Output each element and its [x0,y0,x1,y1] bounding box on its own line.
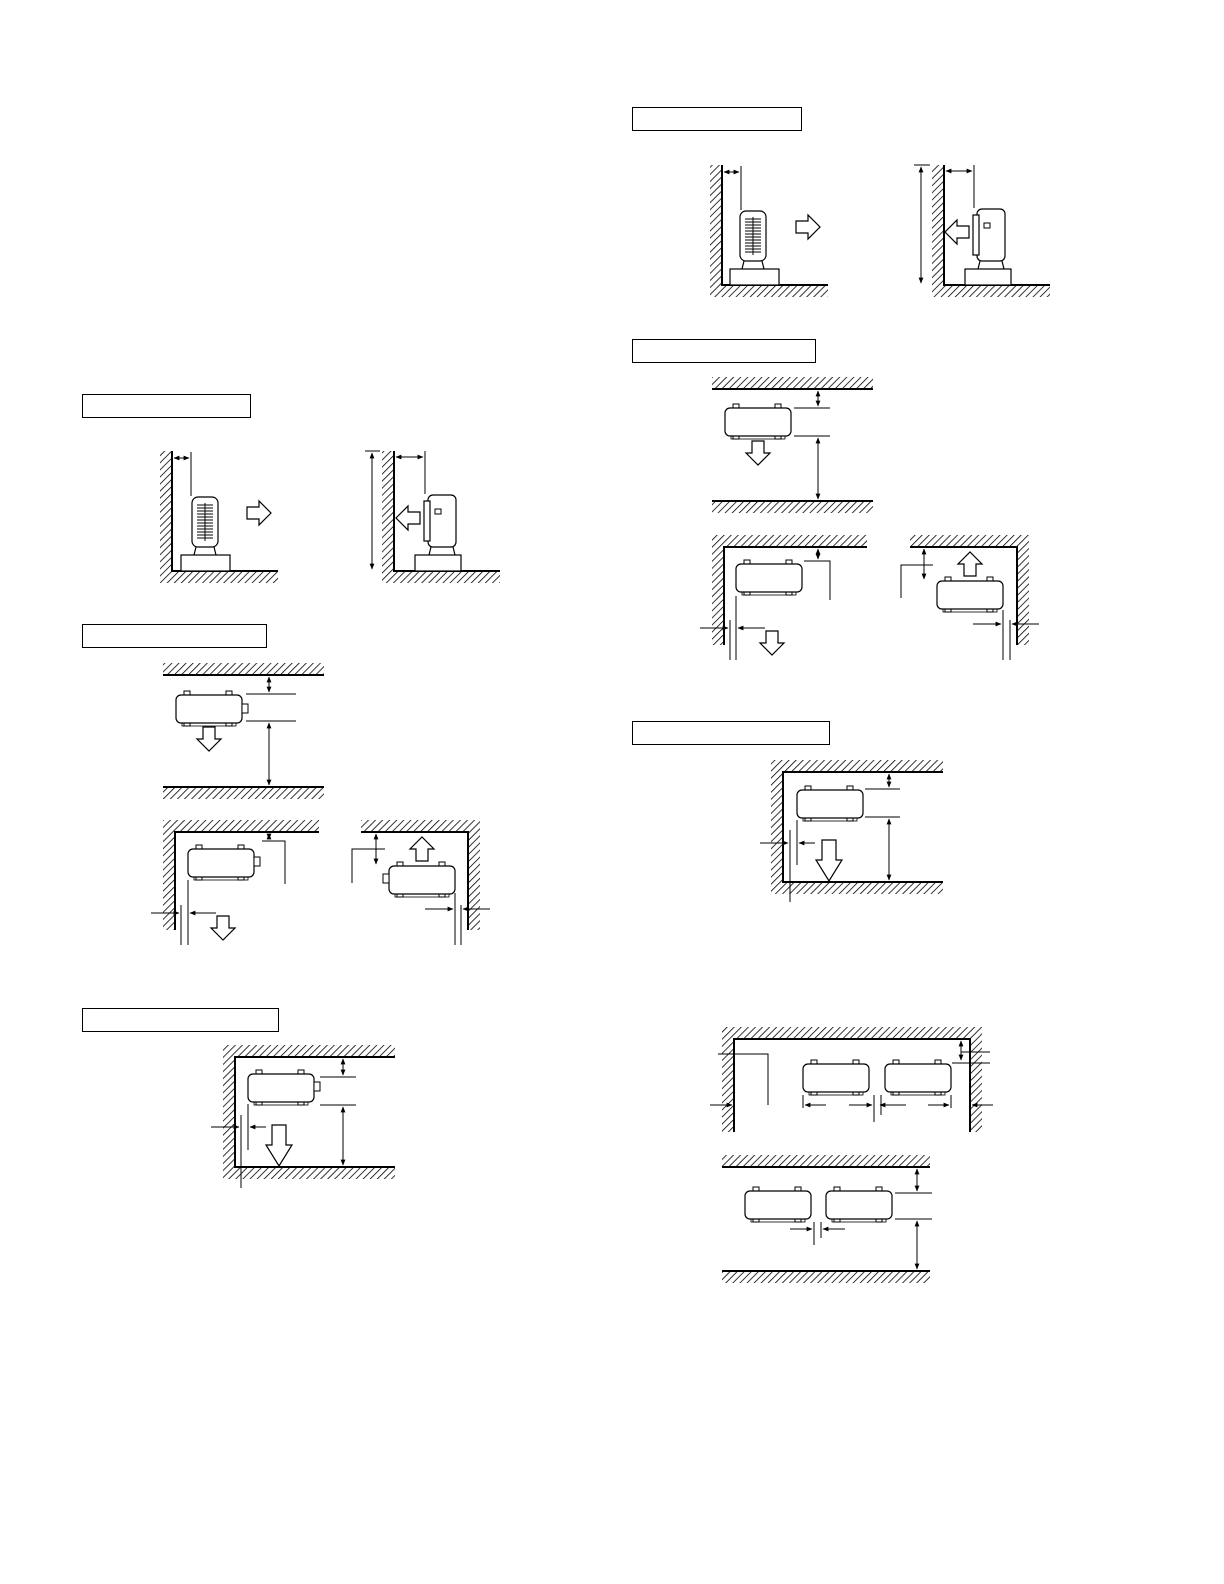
diagram-left-side-view-a [160,451,278,583]
diagram-right-multi-unit-enclosure [710,1027,993,1132]
diagram-left-corner-b [352,820,490,945]
diagram-right-side-view-b [914,165,1050,297]
diagram-right-enclosure [760,760,943,902]
diagram-right-corner-a [700,535,867,660]
diagram-right-side-view-a [710,165,828,297]
diagram-left-corner-a [151,820,319,945]
diagram-right-multi-unit-parallel [722,1155,932,1283]
diagram-left-side-view-b [365,451,500,583]
diagram-right-top-view-parallel [712,377,873,513]
diagram-left-enclosure [211,1045,395,1188]
diagram-right-corner-b [901,535,1039,660]
diagram-left-top-view-parallel [163,663,324,799]
